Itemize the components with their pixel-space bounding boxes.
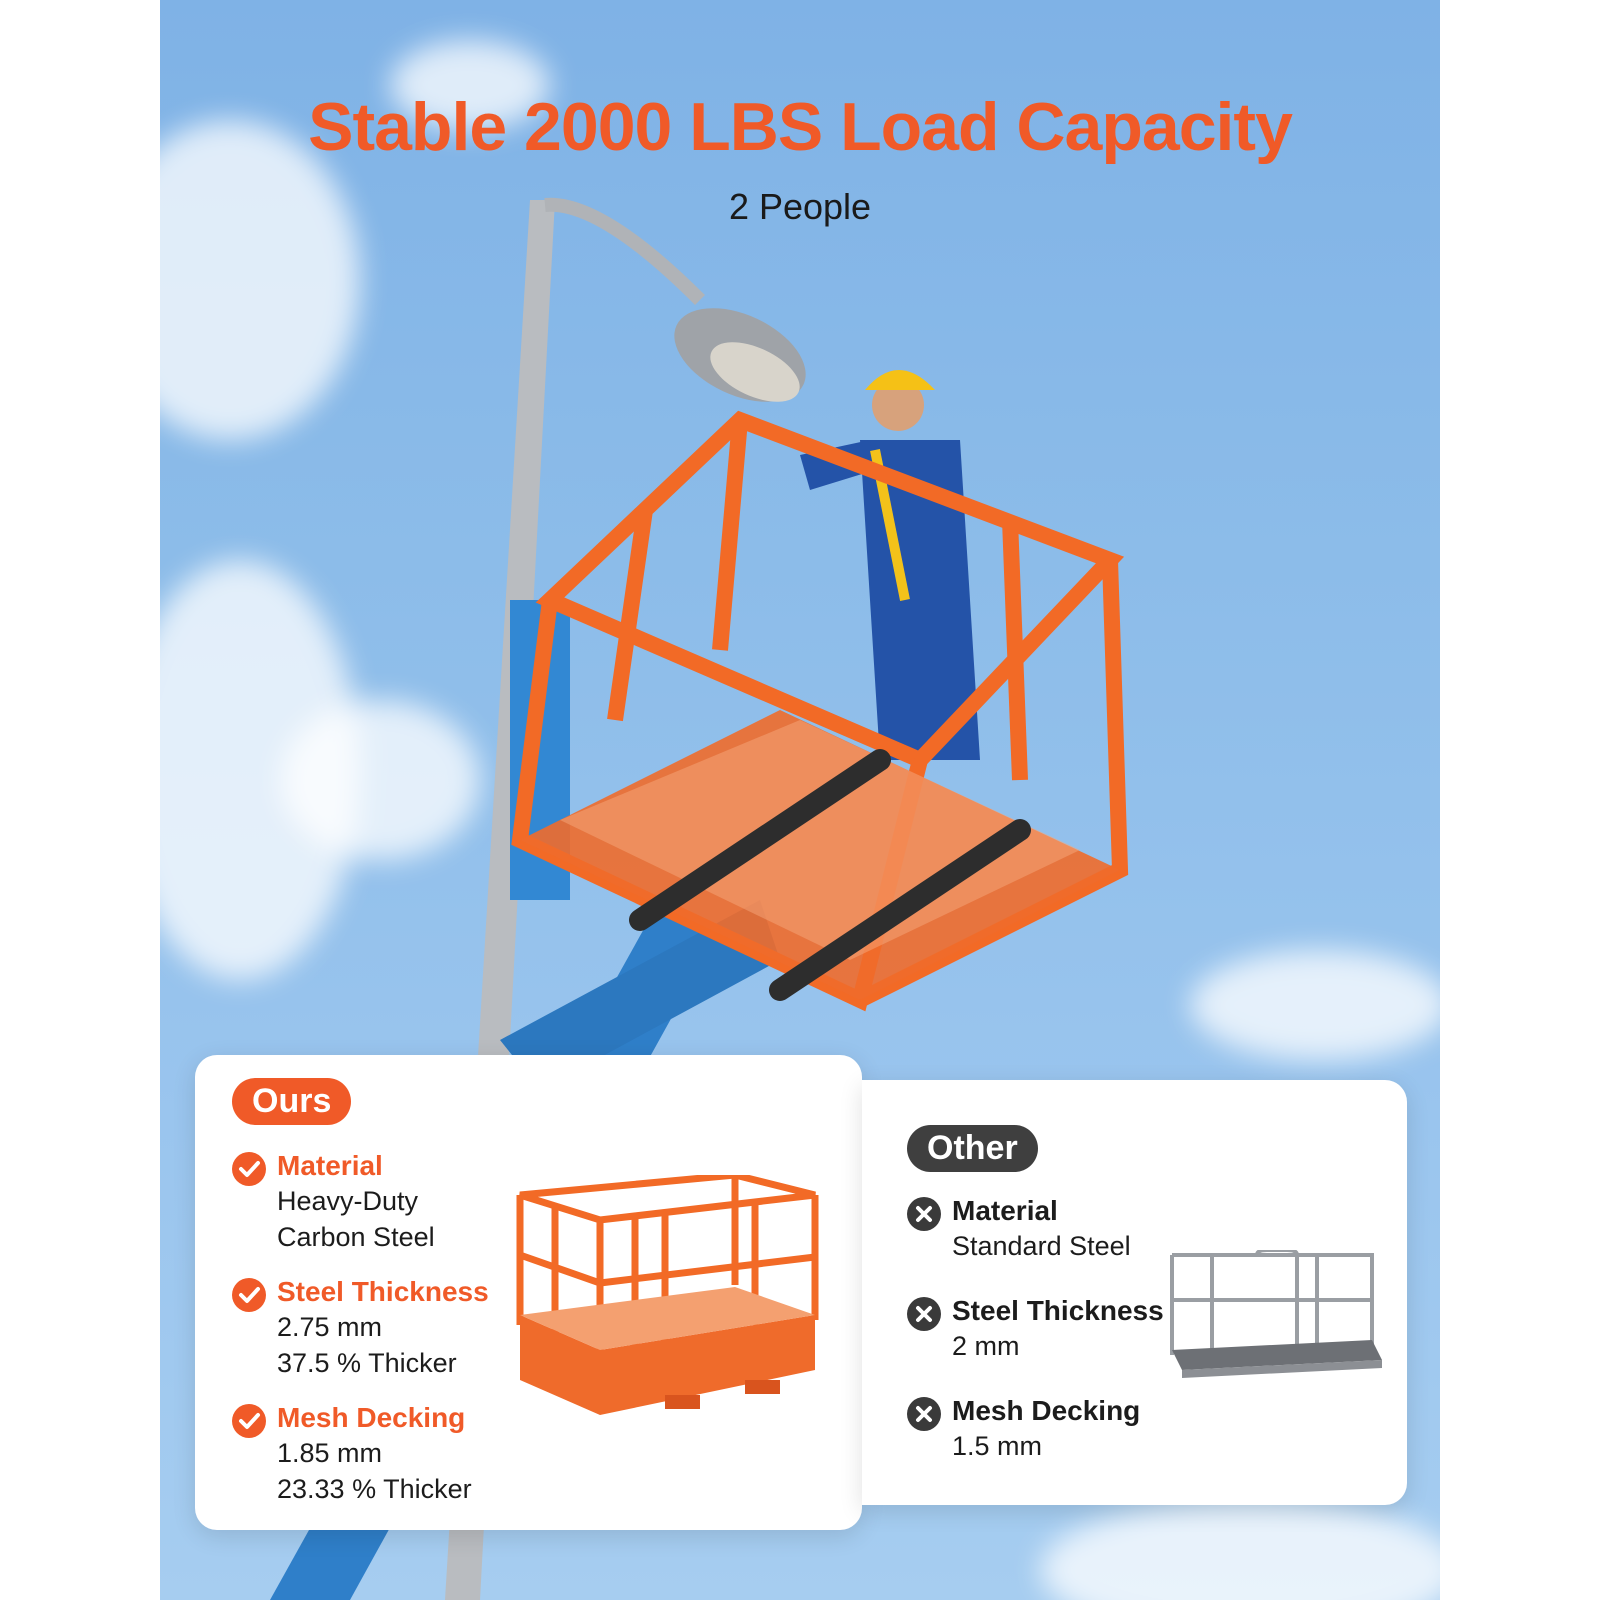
feature-title: Material bbox=[952, 1195, 1058, 1226]
check-circle-icon bbox=[232, 1404, 266, 1438]
ours-badge: Ours bbox=[232, 1078, 351, 1125]
feature-value: 2 mm bbox=[952, 1331, 1020, 1361]
check-circle-icon bbox=[232, 1278, 266, 1312]
x-circle-icon bbox=[907, 1197, 941, 1231]
feature-value: 1.5 mm bbox=[952, 1431, 1043, 1461]
headline: Stable 2000 LBS Load Capacity bbox=[308, 89, 1292, 165]
other-basket-product-image bbox=[1167, 1250, 1387, 1380]
feature-title: Mesh Decking bbox=[952, 1395, 1141, 1426]
feature-value: 1.85 mm bbox=[277, 1438, 383, 1468]
other-comparison-card bbox=[862, 1080, 1407, 1505]
other-badge: Other bbox=[907, 1125, 1038, 1172]
feature-title: Steel Thickness bbox=[277, 1276, 489, 1307]
feature-title: Mesh Decking bbox=[277, 1402, 466, 1433]
feature-value: 23.33 % Thicker bbox=[277, 1474, 472, 1504]
feature-value: 2.75 mm bbox=[277, 1312, 383, 1342]
ours-basket-product-image bbox=[515, 1175, 825, 1425]
feature-value: Heavy-Duty bbox=[277, 1186, 419, 1216]
feature-title: Steel Thickness bbox=[952, 1295, 1164, 1326]
subheadline: 2 People bbox=[728, 186, 872, 227]
feature-title: Material bbox=[277, 1150, 383, 1181]
x-circle-icon bbox=[907, 1397, 941, 1431]
x-circle-icon bbox=[907, 1297, 941, 1331]
check-circle-icon bbox=[232, 1152, 266, 1186]
ours-comparison-card bbox=[195, 1055, 862, 1530]
feature-value: 37.5 % Thicker bbox=[277, 1348, 457, 1378]
feature-value: Standard Steel bbox=[952, 1231, 1131, 1261]
feature-value: Carbon Steel bbox=[277, 1222, 435, 1252]
